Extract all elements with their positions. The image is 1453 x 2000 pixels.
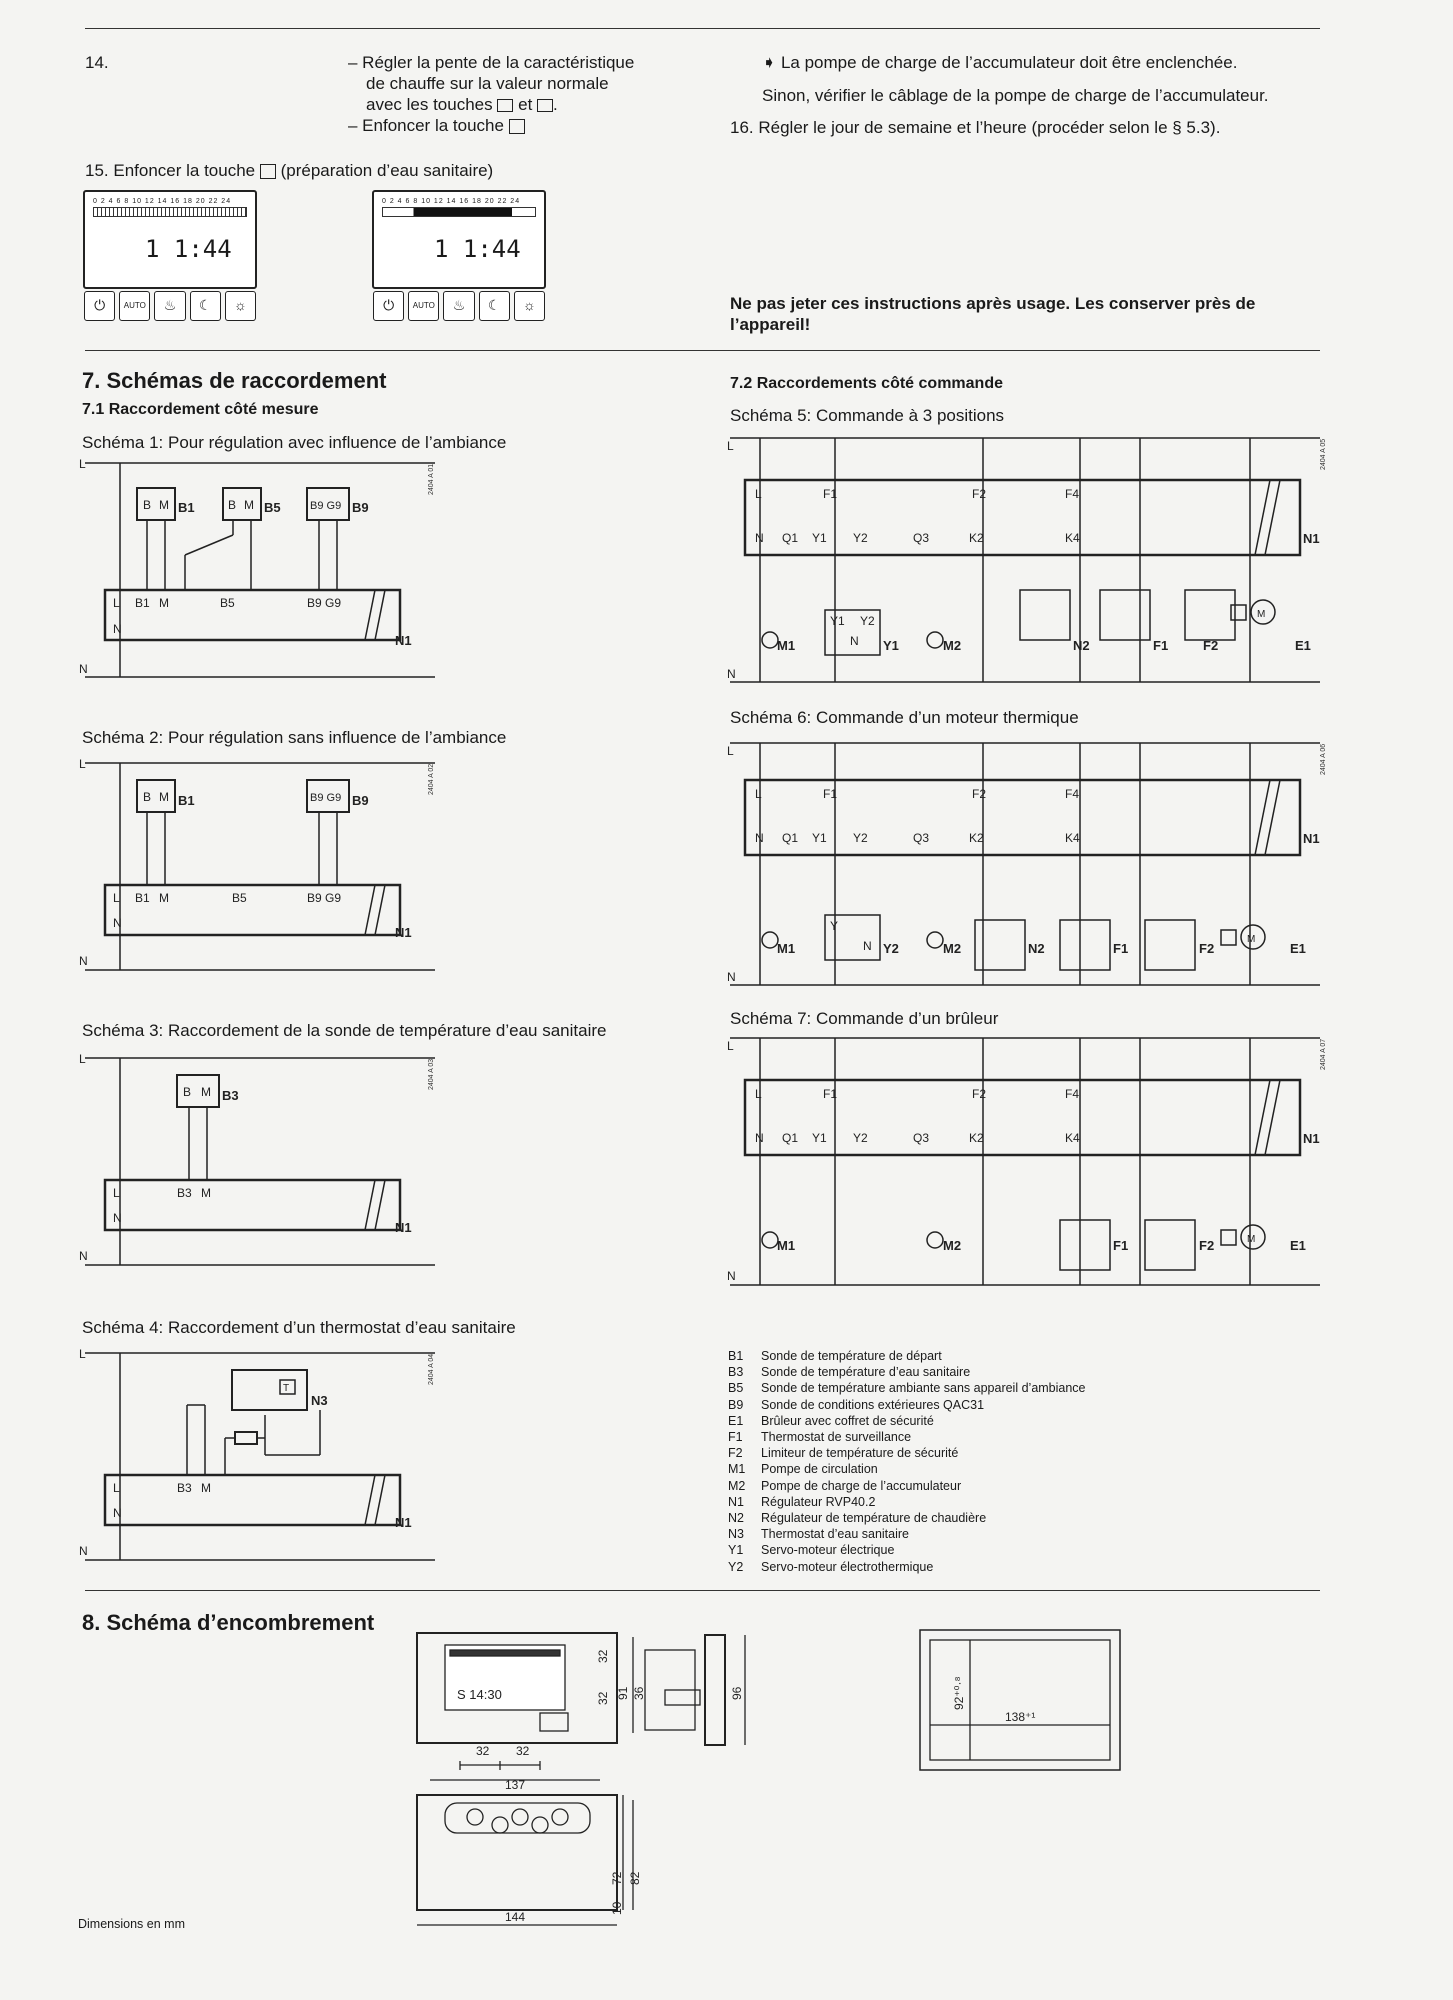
tap-button-icon: ♨ bbox=[443, 291, 474, 321]
schema-3-diagram bbox=[75, 1050, 455, 1275]
svg-text:Y1: Y1 bbox=[830, 614, 845, 628]
dim-137: 137 bbox=[505, 1778, 526, 1792]
legend-item: F2 Limiteur de température de sécurité bbox=[728, 1446, 959, 1461]
minus-key-icon bbox=[537, 99, 553, 112]
legend-item: M1 Pompe de circulation bbox=[728, 1462, 878, 1477]
top-rule bbox=[85, 28, 1320, 29]
svg-text:M1: M1 bbox=[777, 638, 796, 653]
svg-text:Y2: Y2 bbox=[853, 1131, 868, 1145]
dimension-drawing bbox=[405, 1625, 825, 1955]
svg-text:K2: K2 bbox=[969, 1131, 984, 1145]
svg-text:N: N bbox=[850, 634, 859, 648]
svg-text:N: N bbox=[755, 1131, 764, 1145]
legend-item: B5 Sonde de température ambiante sans appareil d’ambiance bbox=[728, 1381, 1086, 1396]
svg-text:L: L bbox=[113, 596, 120, 610]
calendar-key-icon bbox=[509, 119, 525, 134]
dimensions-units: Dimensions en mm bbox=[78, 1917, 185, 1931]
svg-text:M: M bbox=[159, 790, 169, 804]
svg-text:N1: N1 bbox=[395, 1515, 412, 1530]
section-7-title: 7. Schémas de raccordement bbox=[82, 368, 387, 393]
svg-text:F1: F1 bbox=[1153, 638, 1169, 653]
svg-text:L: L bbox=[727, 439, 734, 453]
svg-text:M: M bbox=[159, 891, 169, 905]
dim-144: 144 bbox=[505, 1910, 526, 1924]
svg-text:F1: F1 bbox=[823, 487, 838, 501]
svg-text:Y1: Y1 bbox=[812, 831, 827, 845]
dim-32b: 32 bbox=[516, 1744, 530, 1758]
svg-text:L: L bbox=[113, 1186, 120, 1200]
legend-list bbox=[728, 1348, 1086, 1575]
svg-text:F1: F1 bbox=[823, 1087, 838, 1101]
legend-item: N3 Thermostat d’eau sanitaire bbox=[728, 1527, 909, 1542]
svg-text:F4: F4 bbox=[1065, 487, 1080, 501]
svg-text:M: M bbox=[1247, 934, 1256, 945]
svg-text:B: B bbox=[228, 498, 237, 512]
svg-text:B9: B9 bbox=[352, 793, 369, 808]
svg-text:M: M bbox=[159, 498, 169, 512]
svg-text:B1: B1 bbox=[178, 500, 195, 515]
svg-text:B3: B3 bbox=[177, 1186, 192, 1200]
svg-text:Q1: Q1 bbox=[782, 831, 799, 845]
svg-text:Y2: Y2 bbox=[883, 941, 899, 956]
svg-text:B1: B1 bbox=[135, 596, 150, 610]
step-16: 16. Régler le jour de semaine et l’heure (procéder selon le § 5.3). bbox=[730, 118, 1221, 137]
svg-text:L: L bbox=[79, 757, 86, 771]
svg-text:N: N bbox=[727, 1269, 736, 1283]
svg-text:N: N bbox=[79, 954, 88, 968]
step-14-number: 14. bbox=[85, 53, 109, 72]
svg-text:N1: N1 bbox=[395, 633, 412, 648]
schema-1-caption: Schéma 1: Pour régulation avec influence de l’ambiance bbox=[82, 433, 507, 452]
ref-2404-a06: 2404 A 06 bbox=[1320, 743, 1327, 775]
svg-text:L: L bbox=[755, 487, 762, 501]
schema-4-diagram bbox=[75, 1345, 455, 1570]
step-15-a: 15. Enfoncer la touche bbox=[85, 161, 256, 180]
schema-1-diagram bbox=[75, 455, 455, 690]
svg-text:Q1: Q1 bbox=[782, 1131, 799, 1145]
svg-text:L: L bbox=[79, 1347, 86, 1361]
svg-text:B9 G9: B9 G9 bbox=[307, 596, 342, 610]
svg-text:L: L bbox=[727, 744, 734, 758]
moon-button-icon: ☾ bbox=[190, 291, 221, 321]
svg-text:M2: M2 bbox=[943, 941, 962, 956]
svg-text:T: T bbox=[283, 1383, 290, 1394]
svg-text:F2: F2 bbox=[1203, 638, 1219, 653]
ref-2404-a03: 2404 A 03 bbox=[428, 1058, 435, 1090]
display-bar bbox=[382, 207, 536, 217]
svg-text:Q3: Q3 bbox=[913, 831, 930, 845]
dim-36: 36 bbox=[632, 1686, 646, 1700]
svg-text:F1: F1 bbox=[1113, 941, 1129, 956]
auto-button: AUTO bbox=[408, 291, 439, 321]
section-71-title: 7.1 Raccordement côté mesure bbox=[82, 401, 319, 418]
svg-text:N1: N1 bbox=[395, 1220, 412, 1235]
svg-text:E1: E1 bbox=[1295, 638, 1311, 653]
step-14-line3: avec les touches bbox=[366, 95, 493, 114]
svg-text:Y1: Y1 bbox=[812, 1131, 827, 1145]
ref-2404-a07: 2404 A 07 bbox=[1320, 1038, 1327, 1070]
legend-item: Y1 Servo-moteur électrique bbox=[728, 1543, 895, 1558]
tap-key-icon bbox=[260, 164, 276, 179]
display-value: 1 1:44 bbox=[145, 235, 232, 263]
svg-text:Q1: Q1 bbox=[782, 531, 799, 545]
svg-text:N: N bbox=[727, 667, 736, 681]
dim-96: 96 bbox=[730, 1686, 744, 1700]
svg-text:N: N bbox=[113, 1211, 122, 1225]
section-rule bbox=[85, 1590, 1320, 1591]
schema-6-caption: Schéma 6: Commande d’un moteur thermique bbox=[730, 708, 1079, 727]
legend-item: Y2 Servo-moteur électrothermique bbox=[728, 1559, 934, 1574]
svg-text:F1: F1 bbox=[1113, 1238, 1129, 1253]
legend-item: B3 Sonde de température d’eau sanitaire bbox=[728, 1365, 971, 1380]
power-button-icon: ⏻ bbox=[373, 291, 404, 321]
dim-32c: 32 bbox=[596, 1649, 610, 1663]
sun-button-icon: ☼ bbox=[225, 291, 256, 321]
svg-text:M: M bbox=[159, 596, 169, 610]
svg-text:Y: Y bbox=[830, 919, 839, 933]
svg-text:F2: F2 bbox=[1199, 941, 1215, 956]
svg-text:M: M bbox=[201, 1481, 211, 1495]
svg-text:N2: N2 bbox=[1028, 941, 1045, 956]
svg-text:Q3: Q3 bbox=[913, 1131, 930, 1145]
svg-text:K2: K2 bbox=[969, 531, 984, 545]
svg-text:L: L bbox=[755, 787, 762, 801]
svg-text:B9 G9: B9 G9 bbox=[307, 891, 342, 905]
svg-text:Q3: Q3 bbox=[913, 531, 930, 545]
svg-text:M: M bbox=[201, 1186, 211, 1200]
controller-display-2 bbox=[372, 190, 546, 313]
svg-text:B9 G9: B9 G9 bbox=[310, 500, 342, 512]
svg-text:M: M bbox=[244, 498, 254, 512]
svg-text:M: M bbox=[201, 1085, 211, 1099]
svg-text:N1: N1 bbox=[1303, 831, 1320, 846]
svg-text:B5: B5 bbox=[220, 596, 235, 610]
schema-5-caption: Schéma 5: Commande à 3 positions bbox=[730, 406, 1005, 425]
ref-2404-a01: 2404 A 01 bbox=[428, 463, 435, 495]
svg-text:B: B bbox=[143, 498, 152, 512]
legend-item: E1 Brûleur avec coffret de sécurité bbox=[728, 1413, 934, 1428]
dim-32d: 32 bbox=[596, 1691, 610, 1705]
step-14-line2: de chauffe sur la valeur normale bbox=[366, 74, 609, 93]
dim-138: 138⁺¹ bbox=[1005, 1710, 1036, 1724]
svg-text:Y1: Y1 bbox=[812, 531, 827, 545]
dim-10: 10 bbox=[610, 1901, 624, 1915]
svg-text:F2: F2 bbox=[1199, 1238, 1215, 1253]
svg-text:E1: E1 bbox=[1290, 941, 1306, 956]
svg-text:K4: K4 bbox=[1065, 831, 1080, 845]
svg-text:F2: F2 bbox=[972, 787, 987, 801]
dim-82: 82 bbox=[628, 1871, 642, 1885]
svg-text:N: N bbox=[79, 1249, 88, 1263]
svg-text:F4: F4 bbox=[1065, 787, 1080, 801]
schema-2-caption: Schéma 2: Pour régulation sans influence de l’ambiance bbox=[82, 728, 507, 747]
svg-text:B9 G9: B9 G9 bbox=[310, 792, 342, 804]
svg-text:M1: M1 bbox=[777, 941, 796, 956]
svg-text:M2: M2 bbox=[943, 1238, 962, 1253]
svg-text:L: L bbox=[79, 457, 86, 471]
dim-92: 92⁺⁰·⁸ bbox=[952, 1676, 966, 1710]
svg-text:Y2: Y2 bbox=[860, 614, 875, 628]
display-scale: 0 2 4 6 8 10 12 14 16 18 20 22 24 bbox=[382, 198, 521, 205]
section-rule bbox=[85, 350, 1320, 351]
schema-5-diagram bbox=[725, 430, 1330, 690]
schema-6-diagram bbox=[725, 735, 1330, 995]
dim-32a: 32 bbox=[476, 1744, 490, 1758]
svg-text:K4: K4 bbox=[1065, 531, 1080, 545]
ref-2404-a04: 2404 A 04 bbox=[428, 1353, 435, 1385]
legend-item: M2 Pompe de charge de l’accumulateur bbox=[728, 1478, 962, 1493]
power-button-icon: ⏻ bbox=[84, 291, 115, 321]
svg-text:F2: F2 bbox=[972, 1087, 987, 1101]
svg-text:L: L bbox=[755, 1087, 762, 1101]
svg-text:M: M bbox=[1247, 1234, 1256, 1245]
ref-2404-a02: 2404 A 02 bbox=[428, 763, 435, 795]
auto-button: AUTO bbox=[119, 291, 150, 321]
right-instruction-1: ➧ La pompe de charge de l’accumulateur doit être enclenchée. bbox=[762, 53, 1238, 72]
svg-text:L: L bbox=[113, 891, 120, 905]
svg-text:Y2: Y2 bbox=[853, 531, 868, 545]
section-8-title: 8. Schéma d’encombrement bbox=[82, 1610, 375, 1635]
svg-text:K2: K2 bbox=[969, 831, 984, 845]
legend-item: N2 Régulateur de température de chaudière bbox=[728, 1511, 987, 1526]
schema-7-caption: Schéma 7: Commande d’un brûleur bbox=[730, 1009, 999, 1028]
svg-text:M1: M1 bbox=[777, 1238, 796, 1253]
svg-text:N: N bbox=[755, 831, 764, 845]
tap-button-icon: ♨ bbox=[154, 291, 185, 321]
moon-button-icon: ☾ bbox=[479, 291, 510, 321]
svg-text:Y2: Y2 bbox=[853, 831, 868, 845]
sun-button-icon: ☼ bbox=[514, 291, 545, 321]
dim-72: 72 bbox=[610, 1871, 624, 1885]
ref-2404-a05: 2404 A 05 bbox=[1320, 438, 1327, 470]
cutout-drawing bbox=[915, 1625, 1125, 1775]
section-72-title: 7.2 Raccordements côté commande bbox=[730, 375, 1003, 392]
legend-item: N1 Régulateur RVP40.2 bbox=[728, 1494, 876, 1509]
step-14-line1: – Régler la pente de la caractéristique bbox=[348, 53, 635, 72]
device-time: S 14:30 bbox=[457, 1687, 502, 1702]
svg-text:N: N bbox=[113, 916, 122, 930]
display-bar bbox=[93, 207, 247, 217]
dim-91: 91 bbox=[616, 1686, 630, 1700]
schema-3-caption: Schéma 3: Raccordement de la sonde de température d’eau sanitaire bbox=[82, 1021, 607, 1040]
display-value: 1 1:44 bbox=[434, 235, 521, 263]
step-14-line4: – Enfoncer la touche bbox=[348, 116, 504, 135]
schema-2-diagram bbox=[75, 755, 455, 980]
svg-text:L: L bbox=[113, 1481, 120, 1495]
svg-text:N2: N2 bbox=[1073, 638, 1090, 653]
svg-text:N: N bbox=[863, 939, 872, 953]
svg-text:B1: B1 bbox=[178, 793, 195, 808]
svg-text:F2: F2 bbox=[972, 487, 987, 501]
legend-item: B9 Sonde de conditions extérieures QAC31 bbox=[728, 1397, 985, 1412]
svg-text:B3: B3 bbox=[222, 1088, 239, 1103]
display-scale: 0 2 4 6 8 10 12 14 16 18 20 22 24 bbox=[93, 198, 232, 205]
svg-text:B5: B5 bbox=[264, 500, 281, 515]
svg-text:N1: N1 bbox=[1303, 531, 1320, 546]
svg-text:N: N bbox=[79, 662, 88, 676]
svg-text:K4: K4 bbox=[1065, 1131, 1080, 1145]
step-14-and: et bbox=[518, 95, 533, 114]
svg-text:N1: N1 bbox=[395, 925, 412, 940]
key-icon bbox=[497, 99, 513, 112]
svg-text:M: M bbox=[1257, 609, 1266, 620]
svg-text:N: N bbox=[113, 1506, 122, 1520]
legend-item: F1 Thermostat de surveillance bbox=[728, 1430, 912, 1445]
svg-text:N: N bbox=[727, 970, 736, 984]
schema-7-diagram bbox=[725, 1030, 1330, 1290]
svg-text:N1: N1 bbox=[1303, 1131, 1320, 1146]
svg-text:Y1: Y1 bbox=[883, 638, 899, 653]
svg-text:N3: N3 bbox=[311, 1393, 328, 1408]
svg-text:F1: F1 bbox=[823, 787, 838, 801]
controller-display-1 bbox=[83, 190, 257, 313]
svg-text:B1: B1 bbox=[135, 891, 150, 905]
svg-text:M2: M2 bbox=[943, 638, 962, 653]
svg-text:F4: F4 bbox=[1065, 1087, 1080, 1101]
svg-text:B3: B3 bbox=[177, 1481, 192, 1495]
svg-text:B: B bbox=[143, 790, 152, 804]
svg-text:N: N bbox=[755, 531, 764, 545]
svg-text:B: B bbox=[183, 1085, 192, 1099]
svg-text:N: N bbox=[79, 1544, 88, 1558]
svg-text:B9: B9 bbox=[352, 500, 369, 515]
right-instruction-2: Sinon, vérifier le câblage de la pompe de charge de l’accumulateur. bbox=[762, 86, 1269, 105]
keep-notice: Ne pas jeter ces instructions après usage. Les conserver près de l’appareil! bbox=[730, 294, 1256, 334]
svg-text:E1: E1 bbox=[1290, 1238, 1306, 1253]
svg-text:N: N bbox=[113, 622, 122, 636]
svg-text:L: L bbox=[727, 1039, 734, 1053]
legend-item: B1 Sonde de température de départ bbox=[728, 1349, 942, 1363]
schema-4-caption: Schéma 4: Raccordement d’un thermostat d’eau sanitaire bbox=[82, 1318, 516, 1337]
svg-text:B5: B5 bbox=[232, 891, 247, 905]
svg-text:L: L bbox=[79, 1052, 86, 1066]
step-15-b: (préparation d’eau sanitaire) bbox=[280, 161, 494, 180]
